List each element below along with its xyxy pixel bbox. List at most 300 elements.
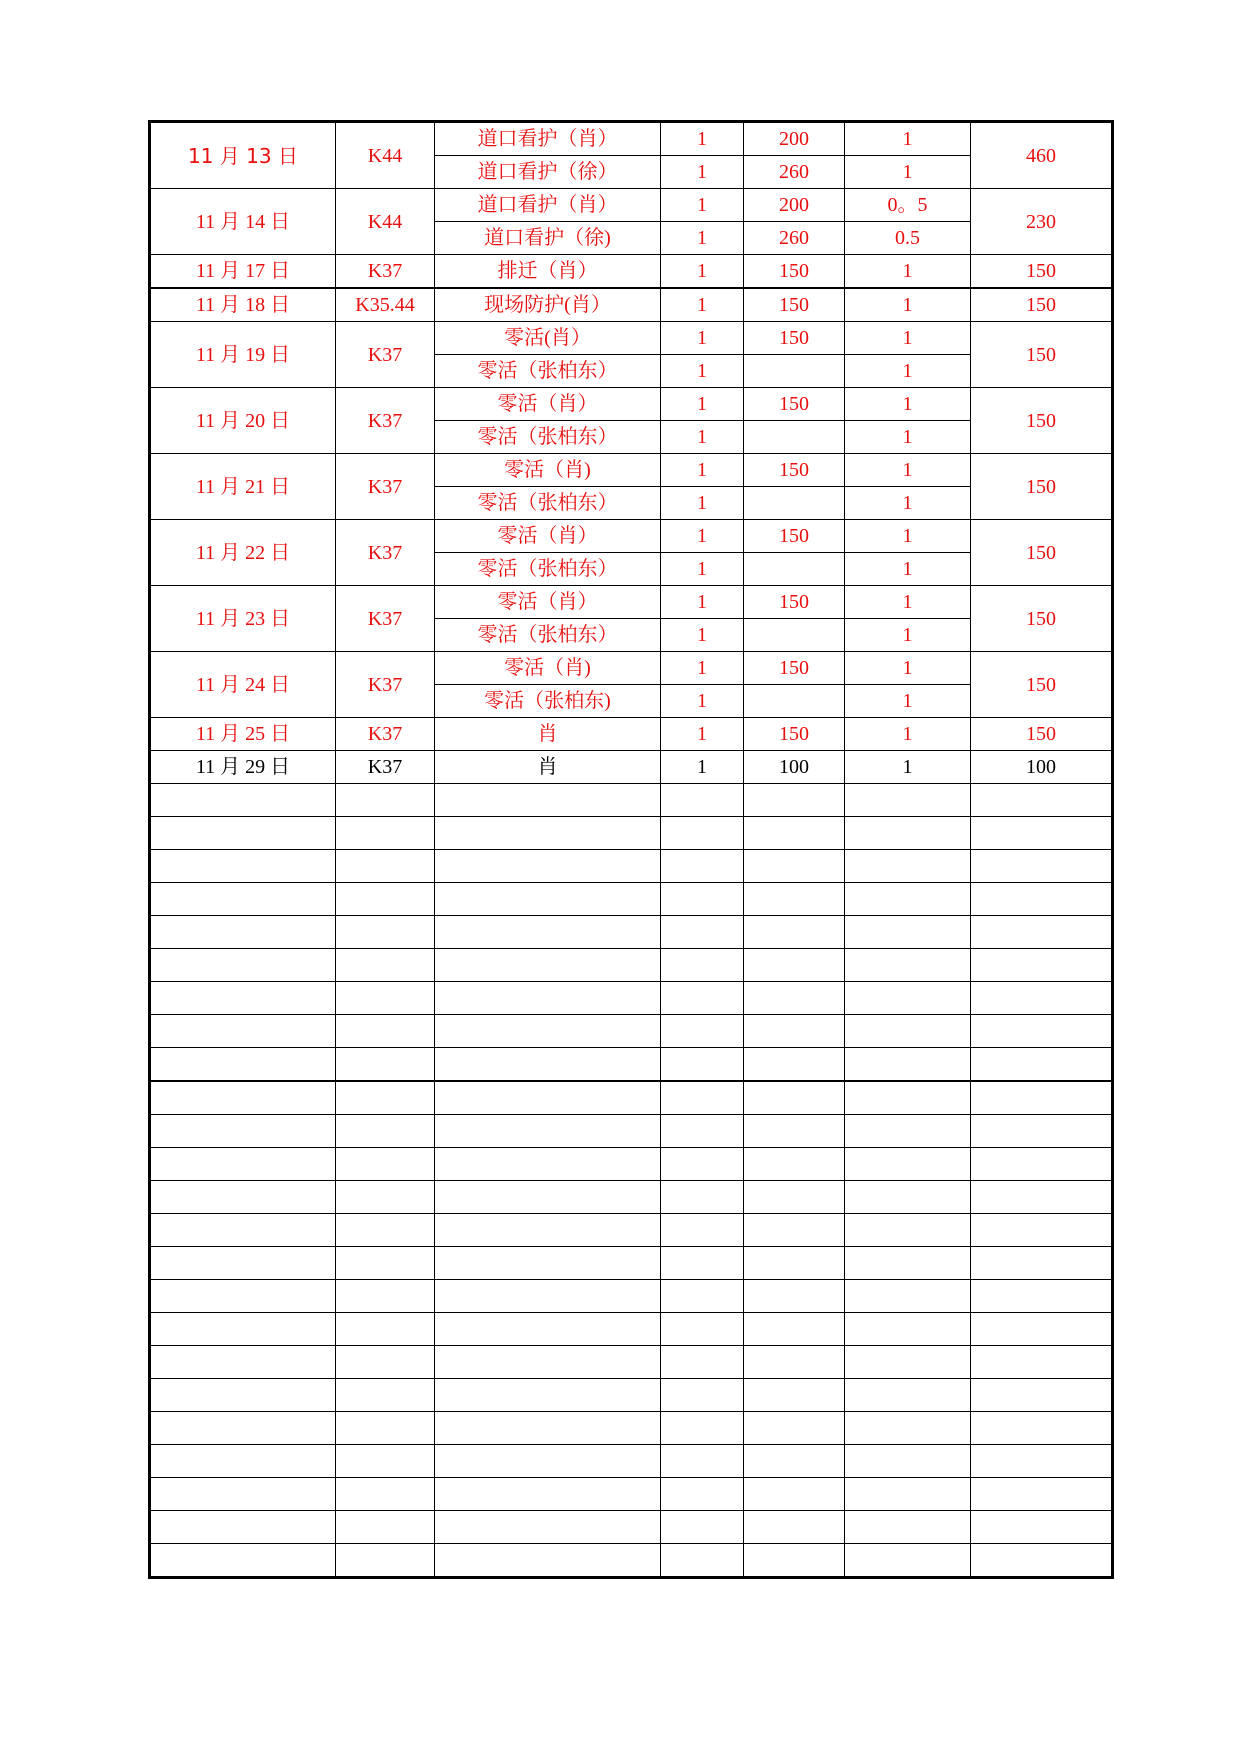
work-record-table: [148, 120, 1114, 1579]
empty-cell: [744, 1412, 845, 1445]
ratio-cell: 1: [845, 520, 971, 553]
quantity-cell: 1: [661, 222, 744, 255]
empty-cell: [150, 817, 336, 850]
empty-cell: [971, 1511, 1113, 1544]
location-cell: K37: [336, 322, 435, 388]
price-cell: [744, 685, 845, 718]
empty-cell: [150, 1478, 336, 1511]
empty-cell: [744, 1048, 845, 1082]
empty-cell: [971, 1313, 1113, 1346]
empty-row: [150, 1148, 1113, 1181]
empty-cell: [845, 1511, 971, 1544]
empty-cell: [845, 1115, 971, 1148]
empty-cell: [435, 1148, 661, 1181]
empty-cell: [435, 1015, 661, 1048]
empty-cell: [435, 1247, 661, 1280]
empty-row: [150, 916, 1113, 949]
quantity-cell: 1: [661, 156, 744, 189]
empty-cell: [150, 1148, 336, 1181]
total-cell: 150: [971, 255, 1113, 289]
ratio-cell: 1: [845, 586, 971, 619]
empty-cell: [845, 1181, 971, 1214]
total-cell: 150: [971, 652, 1113, 718]
empty-cell: [845, 1214, 971, 1247]
empty-row: [150, 784, 1113, 817]
price-cell: [744, 421, 845, 454]
price-cell: 150: [744, 454, 845, 487]
table-row: [150, 751, 1113, 784]
empty-row: [150, 817, 1113, 850]
empty-cell: [150, 1511, 336, 1544]
empty-cell: [971, 850, 1113, 883]
empty-cell: [971, 1214, 1113, 1247]
location-cell: K37: [336, 520, 435, 586]
ratio-cell: 1: [845, 322, 971, 355]
empty-cell: [971, 1148, 1113, 1181]
total-cell: 460: [971, 122, 1113, 189]
empty-cell: [661, 1412, 744, 1445]
empty-cell: [744, 1247, 845, 1280]
price-cell: 150: [744, 388, 845, 421]
empty-cell: [435, 1280, 661, 1313]
item-cell: 零活（张柏东）: [435, 553, 661, 586]
item-cell: 现场防护(肖）: [435, 288, 661, 322]
empty-cell: [435, 883, 661, 916]
empty-cell: [661, 1544, 744, 1578]
item-cell: 零活（张柏东): [435, 685, 661, 718]
empty-cell: [435, 916, 661, 949]
item-cell: 肖: [435, 718, 661, 751]
table-row: [150, 322, 1113, 355]
empty-cell: [435, 1511, 661, 1544]
empty-cell: [150, 916, 336, 949]
quantity-cell: 1: [661, 454, 744, 487]
empty-cell: [435, 1181, 661, 1214]
date-cell: 11 月 22 日: [150, 520, 336, 586]
table-row: [150, 652, 1113, 685]
empty-cell: [150, 949, 336, 982]
item-cell: 道口看护（徐）: [435, 156, 661, 189]
quantity-cell: 1: [661, 586, 744, 619]
empty-cell: [435, 949, 661, 982]
ratio-cell: 1: [845, 156, 971, 189]
empty-cell: [971, 1015, 1113, 1048]
empty-cell: [971, 1115, 1113, 1148]
location-cell: K37: [336, 454, 435, 520]
empty-cell: [971, 1412, 1113, 1445]
empty-row: [150, 1346, 1113, 1379]
empty-cell: [150, 883, 336, 916]
empty-cell: [336, 1015, 435, 1048]
empty-cell: [845, 916, 971, 949]
empty-row: [150, 1280, 1113, 1313]
ratio-cell: 1: [845, 122, 971, 156]
empty-cell: [744, 784, 845, 817]
empty-cell: [336, 982, 435, 1015]
item-cell: 零活（张柏东）: [435, 487, 661, 520]
empty-cell: [744, 1478, 845, 1511]
quantity-cell: 1: [661, 718, 744, 751]
date-cell: 11 月 13 日: [150, 122, 336, 189]
price-cell: 150: [744, 652, 845, 685]
empty-cell: [845, 1313, 971, 1346]
empty-cell: [435, 817, 661, 850]
total-cell: 230: [971, 189, 1113, 255]
empty-cell: [150, 1181, 336, 1214]
empty-cell: [744, 1181, 845, 1214]
empty-cell: [845, 1247, 971, 1280]
price-cell: [744, 619, 845, 652]
table-row: [150, 586, 1113, 619]
price-cell: 150: [744, 255, 845, 289]
empty-cell: [150, 1015, 336, 1048]
empty-cell: [661, 1247, 744, 1280]
empty-cell: [845, 850, 971, 883]
price-cell: 200: [744, 122, 845, 156]
empty-cell: [150, 1313, 336, 1346]
empty-cell: [336, 1412, 435, 1445]
empty-cell: [744, 1544, 845, 1578]
quantity-cell: 1: [661, 322, 744, 355]
empty-cell: [150, 1379, 336, 1412]
empty-cell: [744, 982, 845, 1015]
item-cell: 零活（肖）: [435, 520, 661, 553]
item-cell: 道口看护（徐): [435, 222, 661, 255]
date-cell: 11 月 29 日: [150, 751, 336, 784]
empty-cell: [661, 1346, 744, 1379]
empty-cell: [744, 1445, 845, 1478]
empty-cell: [971, 883, 1113, 916]
empty-cell: [150, 1280, 336, 1313]
empty-row: [150, 949, 1113, 982]
empty-cell: [971, 817, 1113, 850]
empty-cell: [661, 916, 744, 949]
empty-cell: [845, 1478, 971, 1511]
item-cell: 零活(肖）: [435, 322, 661, 355]
empty-cell: [971, 784, 1113, 817]
empty-cell: [845, 1544, 971, 1578]
empty-cell: [845, 1081, 971, 1115]
empty-cell: [150, 1544, 336, 1578]
empty-cell: [435, 1115, 661, 1148]
item-cell: 肖: [435, 751, 661, 784]
date-cell: 11 月 20 日: [150, 388, 336, 454]
empty-row: [150, 883, 1113, 916]
empty-cell: [661, 1379, 744, 1412]
empty-cell: [336, 850, 435, 883]
empty-cell: [150, 850, 336, 883]
empty-cell: [845, 817, 971, 850]
empty-cell: [336, 1379, 435, 1412]
empty-cell: [150, 1048, 336, 1082]
price-cell: 150: [744, 586, 845, 619]
date-cell: 11 月 25 日: [150, 718, 336, 751]
empty-cell: [661, 850, 744, 883]
empty-row: [150, 1412, 1113, 1445]
item-cell: 道口看护（肖）: [435, 189, 661, 222]
empty-cell: [971, 982, 1113, 1015]
price-cell: 260: [744, 222, 845, 255]
empty-cell: [845, 982, 971, 1015]
empty-cell: [150, 1445, 336, 1478]
empty-cell: [971, 1247, 1113, 1280]
location-cell: K37: [336, 718, 435, 751]
empty-cell: [661, 1148, 744, 1181]
empty-cell: [661, 883, 744, 916]
empty-cell: [336, 1346, 435, 1379]
empty-cell: [845, 1412, 971, 1445]
table-row: [150, 520, 1113, 553]
empty-cell: [435, 850, 661, 883]
location-cell: K37: [336, 388, 435, 454]
table-body: [150, 122, 1113, 1578]
price-cell: 260: [744, 156, 845, 189]
empty-cell: [336, 1081, 435, 1115]
empty-cell: [661, 1478, 744, 1511]
date-cell: 11 月 17 日: [150, 255, 336, 289]
empty-cell: [336, 1313, 435, 1346]
price-cell: [744, 487, 845, 520]
price-cell: 150: [744, 288, 845, 322]
ratio-cell: 1: [845, 421, 971, 454]
empty-cell: [661, 1015, 744, 1048]
empty-cell: [435, 1081, 661, 1115]
empty-cell: [150, 982, 336, 1015]
empty-cell: [336, 883, 435, 916]
empty-cell: [744, 1511, 845, 1544]
empty-cell: [744, 916, 845, 949]
empty-cell: [661, 784, 744, 817]
location-cell: K37: [336, 255, 435, 289]
item-cell: 零活（肖): [435, 652, 661, 685]
location-cell: K44: [336, 189, 435, 255]
total-cell: 150: [971, 718, 1113, 751]
empty-cell: [845, 784, 971, 817]
empty-row: [150, 1247, 1113, 1280]
empty-cell: [150, 1081, 336, 1115]
empty-cell: [845, 1148, 971, 1181]
ratio-cell: 1: [845, 255, 971, 289]
empty-cell: [845, 883, 971, 916]
empty-row: [150, 1313, 1113, 1346]
empty-cell: [435, 1313, 661, 1346]
empty-cell: [845, 949, 971, 982]
empty-cell: [845, 1445, 971, 1478]
price-cell: [744, 553, 845, 586]
empty-row: [150, 1478, 1113, 1511]
item-cell: 零活（肖）: [435, 388, 661, 421]
date-cell: 11 月 18 日: [150, 288, 336, 322]
date-cell: 11 月 19 日: [150, 322, 336, 388]
item-cell: 道口看护（肖）: [435, 122, 661, 156]
empty-cell: [661, 982, 744, 1015]
item-cell: 零活（张柏东）: [435, 421, 661, 454]
empty-cell: [744, 1280, 845, 1313]
ratio-cell: 1: [845, 355, 971, 388]
price-cell: 150: [744, 322, 845, 355]
empty-cell: [971, 1048, 1113, 1082]
total-cell: 100: [971, 751, 1113, 784]
empty-cell: [336, 817, 435, 850]
table-row: [150, 122, 1113, 156]
empty-cell: [661, 1181, 744, 1214]
empty-cell: [661, 1214, 744, 1247]
price-cell: 100: [744, 751, 845, 784]
total-cell: 150: [971, 388, 1113, 454]
location-cell: K35.44: [336, 288, 435, 322]
empty-cell: [971, 916, 1113, 949]
quantity-cell: 1: [661, 553, 744, 586]
item-cell: 零活（肖): [435, 454, 661, 487]
empty-cell: [971, 1544, 1113, 1578]
total-cell: 150: [971, 454, 1113, 520]
price-cell: 150: [744, 520, 845, 553]
table-row: [150, 454, 1113, 487]
empty-cell: [435, 1379, 661, 1412]
date-cell: 11 月 14 日: [150, 189, 336, 255]
empty-cell: [971, 1478, 1113, 1511]
empty-cell: [661, 1280, 744, 1313]
empty-cell: [336, 1148, 435, 1181]
price-cell: 150: [744, 718, 845, 751]
item-cell: 零活（张柏东）: [435, 355, 661, 388]
item-cell: 零活（肖）: [435, 586, 661, 619]
ratio-cell: 1: [845, 388, 971, 421]
quantity-cell: 1: [661, 487, 744, 520]
empty-cell: [661, 1048, 744, 1082]
ratio-cell: 0。5: [845, 189, 971, 222]
empty-cell: [336, 1247, 435, 1280]
empty-cell: [150, 1115, 336, 1148]
location-cell: K37: [336, 586, 435, 652]
ratio-cell: 1: [845, 553, 971, 586]
empty-cell: [435, 982, 661, 1015]
ratio-cell: 1: [845, 454, 971, 487]
date-cell: 11 月 23 日: [150, 586, 336, 652]
quantity-cell: 1: [661, 355, 744, 388]
empty-cell: [661, 949, 744, 982]
item-cell: 零活（张柏东）: [435, 619, 661, 652]
empty-cell: [744, 850, 845, 883]
empty-row: [150, 1048, 1113, 1082]
empty-cell: [744, 1346, 845, 1379]
empty-cell: [336, 1214, 435, 1247]
quantity-cell: 1: [661, 421, 744, 454]
item-cell: 排迁（肖）: [435, 255, 661, 289]
table-row: [150, 718, 1113, 751]
empty-row: [150, 1015, 1113, 1048]
empty-row: [150, 1214, 1113, 1247]
ratio-cell: 1: [845, 652, 971, 685]
location-cell: K44: [336, 122, 435, 189]
quantity-cell: 1: [661, 255, 744, 289]
empty-cell: [661, 817, 744, 850]
empty-row: [150, 1181, 1113, 1214]
empty-cell: [971, 1346, 1113, 1379]
empty-cell: [435, 1048, 661, 1082]
empty-cell: [845, 1048, 971, 1082]
empty-cell: [336, 1445, 435, 1478]
empty-cell: [845, 1379, 971, 1412]
quantity-cell: 1: [661, 388, 744, 421]
empty-cell: [150, 1346, 336, 1379]
price-cell: 200: [744, 189, 845, 222]
empty-cell: [336, 1280, 435, 1313]
empty-cell: [336, 784, 435, 817]
empty-row: [150, 1379, 1113, 1412]
ratio-cell: 1: [845, 288, 971, 322]
location-cell: K37: [336, 751, 435, 784]
total-cell: 150: [971, 586, 1113, 652]
ratio-cell: 0.5: [845, 222, 971, 255]
empty-cell: [845, 1280, 971, 1313]
empty-cell: [435, 1214, 661, 1247]
table-row: [150, 255, 1113, 289]
empty-cell: [661, 1313, 744, 1346]
empty-cell: [336, 1115, 435, 1148]
empty-cell: [336, 1478, 435, 1511]
empty-cell: [845, 1346, 971, 1379]
empty-row: [150, 1115, 1113, 1148]
empty-cell: [336, 1181, 435, 1214]
empty-cell: [744, 1379, 845, 1412]
ratio-cell: 1: [845, 685, 971, 718]
empty-cell: [971, 1181, 1113, 1214]
date-cell: 11 月 21 日: [150, 454, 336, 520]
empty-cell: [435, 784, 661, 817]
empty-cell: [744, 883, 845, 916]
empty-cell: [150, 1214, 336, 1247]
empty-cell: [150, 784, 336, 817]
empty-cell: [661, 1081, 744, 1115]
ratio-cell: 1: [845, 751, 971, 784]
empty-cell: [971, 1379, 1113, 1412]
quantity-cell: 1: [661, 751, 744, 784]
empty-row: [150, 982, 1113, 1015]
table-row: [150, 388, 1113, 421]
empty-cell: [336, 916, 435, 949]
date-cell: 11 月 24 日: [150, 652, 336, 718]
table-row: [150, 189, 1113, 222]
empty-cell: [744, 1015, 845, 1048]
empty-cell: [744, 1081, 845, 1115]
empty-cell: [150, 1412, 336, 1445]
quantity-cell: 1: [661, 685, 744, 718]
empty-cell: [435, 1346, 661, 1379]
empty-cell: [336, 1511, 435, 1544]
empty-cell: [744, 817, 845, 850]
ratio-cell: 1: [845, 619, 971, 652]
ratio-cell: 1: [845, 487, 971, 520]
table-row: [150, 288, 1113, 322]
empty-cell: [336, 1048, 435, 1082]
quantity-cell: 1: [661, 520, 744, 553]
empty-cell: [971, 949, 1113, 982]
empty-cell: [336, 1544, 435, 1578]
quantity-cell: 1: [661, 122, 744, 156]
empty-cell: [661, 1511, 744, 1544]
empty-row: [150, 1544, 1113, 1578]
empty-cell: [971, 1280, 1113, 1313]
ratio-cell: 1: [845, 718, 971, 751]
empty-cell: [744, 1115, 845, 1148]
empty-row: [150, 850, 1113, 883]
empty-cell: [744, 1148, 845, 1181]
empty-row: [150, 1445, 1113, 1478]
empty-cell: [661, 1115, 744, 1148]
empty-row: [150, 1081, 1113, 1115]
quantity-cell: 1: [661, 288, 744, 322]
